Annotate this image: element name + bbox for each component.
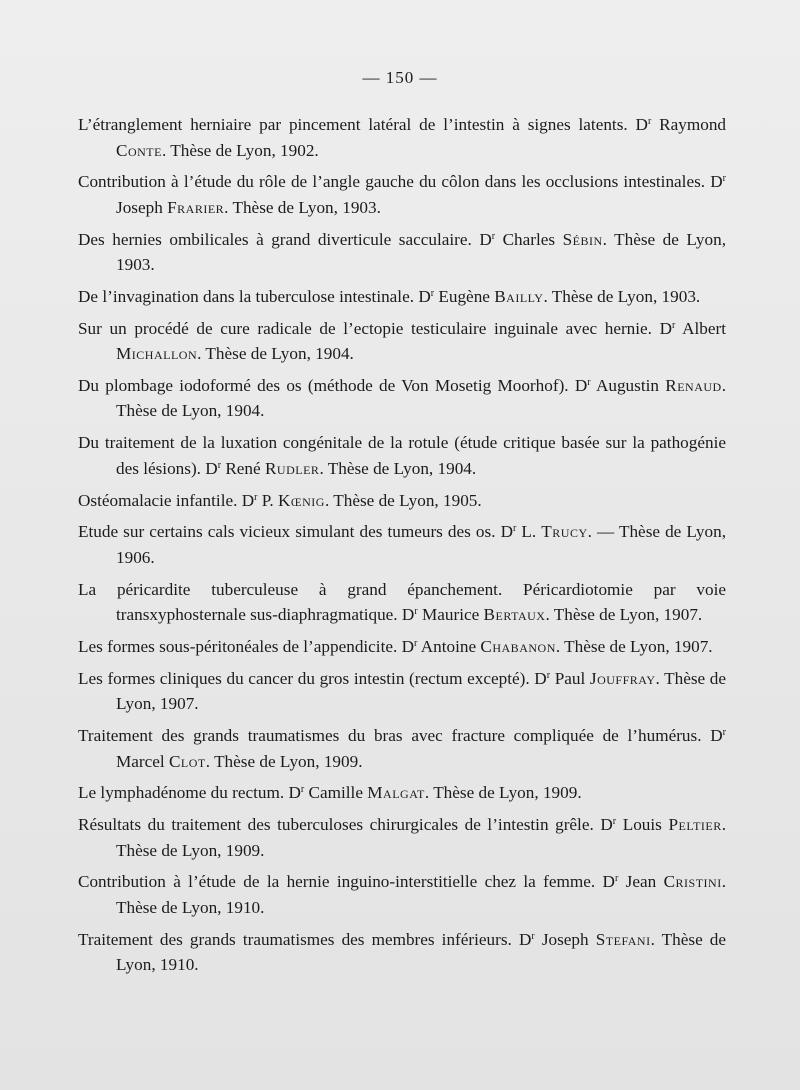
entry-title: Résultats du traitement des tuberculoses chirurgicales de l’intestin grêle. (78, 815, 594, 835)
author-surname: Clot (168, 751, 206, 771)
entry-title: Les formes sous-péritonéales de l’appendicite. (78, 636, 398, 656)
entry-source: Thèse de Lyon, 1905. (333, 490, 482, 510)
doctor-prefix: $D^r$ (241, 490, 258, 510)
page-number: — 150 — (362, 68, 438, 87)
entry-title: Du plombage iodoformé des os (méthode de Von Mosetig Moorhof). (78, 375, 569, 395)
entry-title: Traitement des grands traumatismes des membres inférieurs. (78, 929, 512, 949)
bibliography-entry: Le lymphadénome du rectum. $D^r$ Camille Malgat. Thèse de Lyon, 1909. (78, 783, 582, 803)
bibliography-entry: Contribution à l’étude de la hernie inguino-interstitielle chez la femme. $D^r$ Jean Cristini. Thèse de Lyon, 1910. (78, 872, 727, 917)
bibliography-entry: Du plombage iodoformé des os (méthode de Von Mosetig Moorhof). $D^r$ Augustin Renaud. Thèse de Lyon, 1904. (78, 375, 727, 421)
author-first-name: Augustin (595, 375, 659, 395)
entry-source: Thèse de Lyon, 1909. (214, 751, 363, 771)
author-surname: Malgat (367, 783, 425, 803)
bibliography-entry: De l’invagination dans la tuberculose intestinale. $D^r$ Eugène Bailly. Thèse de Lyon, 1903. (78, 286, 701, 306)
author-surname: Kœnig (278, 490, 325, 510)
entry-title: Etude sur certains cals vicieux simulant des tumeurs des os. (78, 522, 496, 542)
author-surname: Conte (116, 140, 162, 160)
doctor-prefix: $D^r$ (635, 115, 652, 134)
bibliography-entry: Les formes cliniques du cancer du gros intestin (rectum excepté). $D^r$ Paul Jouffray. Thèse de Lyon, 1907. (78, 668, 727, 714)
author-first-name: Maurice (421, 605, 480, 625)
author-first-name: Joseph (541, 929, 589, 949)
doctor-prefix: $D^r$ (518, 929, 535, 949)
author-surname: Chabanon (480, 636, 556, 656)
author-surname: Jouffray (589, 668, 656, 688)
entry-source: Thèse de Lyon, 1904. (116, 401, 265, 421)
entry-source: Thèse de Lyon, 1903. (551, 286, 701, 306)
entry-title: Des hernies ombilicales à grand diverticule sacculaire. (78, 229, 472, 249)
entry-title: Sur un procédé de cure radicale de l’ectopie testiculaire inguinale avec hernie. (78, 318, 652, 338)
bibliography-entry: Etude sur certains cals vicieux simulant des tumeurs des os. $D^r$ L. Trucy. — Thèse de Lyon, 1906. (78, 522, 727, 567)
doctor-prefix: $D^r$ (479, 229, 496, 249)
author-first-name: Louis (622, 815, 662, 835)
bibliography-entry: Traitement des grands traumatismes des membres inférieurs. $D^r$ Joseph Stefani. Thèse de Lyon, 1910. (78, 929, 727, 975)
author-first-name: Charles (502, 229, 556, 249)
author-surname: Cristini (663, 872, 722, 892)
entry-source: Thèse de Lyon, 1904. (327, 458, 477, 478)
bibliography-entry: Du traitement de la luxation congénitale de la rotule (étude critique basée sur la pathogénie des lésions). $D^r$ René Rudler. Thèse de Lyon, 1904. (78, 433, 726, 478)
bibliography-list (78, 112, 726, 984)
author-first-name: P. (261, 490, 274, 510)
author-surname: Michallon (116, 344, 198, 364)
entry-source: Thèse de Lyon, 1903. (116, 229, 727, 275)
author-first-name: Paul (554, 668, 586, 688)
bibliography-entry: Des hernies ombilicales à grand diverticule sacculaire. $D^r$ Charles Sébin. Thèse de Lyon, 1903. (78, 229, 727, 275)
entry-title: De l’invagination dans la tuberculose intestinale. (78, 286, 415, 306)
entry-title: Traitement des grands traumatismes du bras avec fracture compliquée de l’humérus. (78, 726, 702, 746)
entry-title: Du traitement de la luxation congénitale de la rotule (étude critique basée sur la pathogénie des lésions). (78, 433, 726, 478)
entry-source: Thèse de Lyon, 1909. (433, 783, 582, 803)
author-first-name: L. (521, 522, 537, 542)
entry-source: Thèse de Lyon, 1907. (564, 636, 713, 656)
entry-source: Thèse de Lyon, 1910. (116, 897, 265, 917)
entry-title: Contribution à l’étude de la hernie inguino-interstitielle chez la femme. (78, 872, 596, 892)
entry-source: Thèse de Lyon, 1907. (116, 668, 727, 714)
author-first-name: Raymond (659, 115, 727, 134)
doctor-prefix: $D^r$ (710, 172, 726, 192)
author-first-name: René (225, 458, 261, 478)
author-surname: Sébin (562, 229, 603, 249)
author-surname: Peltier (668, 815, 722, 835)
doctor-prefix: $D^r$ (602, 872, 619, 892)
author-first-name: Jean (625, 872, 657, 892)
author-first-name: Marcel (116, 751, 165, 771)
entry-title: L’étranglement herniaire par pincement latéral de l’intestin à signes latents. (78, 115, 628, 134)
author-surname: Rudler (264, 458, 320, 478)
author-first-name: Joseph (116, 197, 163, 217)
author-surname: Trucy (541, 522, 588, 542)
doctor-prefix: $D^r$ (574, 375, 591, 395)
entry-source: Thèse de Lyon, 1904. (205, 344, 354, 364)
doctor-prefix: $D^r$ (205, 458, 222, 478)
bibliography-entry: Les formes sous-péritonéales de l’appendicite. $D^r$ Antoine Chabanon. Thèse de Lyon, 1907. (78, 636, 713, 656)
bibliography-entry: Contribution à l’étude du rôle de l’angle gauche du côlon dans les occlusions intestinales. $D^r$ Joseph Frarier. Thèse de Lyon, 1903. (78, 172, 726, 217)
bibliography-entry: Traitement des grands traumatismes du bras avec fracture compliquée de l’humérus. $D^r$ Marcel Clot. Thèse de Lyon, 1909. (78, 726, 727, 771)
doctor-prefix: $D^r$ (710, 726, 727, 746)
author-first-name: Eugène (438, 286, 490, 306)
doctor-prefix: $D^r$ (500, 522, 517, 542)
entry-source: Thèse de Lyon, 1903. (232, 197, 381, 217)
entry-title: Contribution à l’étude du rôle de l’angle gauche du côlon dans les occlusions intestinales. (78, 172, 706, 192)
author-first-name: Antoine (420, 636, 477, 656)
entry-source: Thèse de Lyon, 1902. (170, 140, 319, 160)
entry-title: Ostéomalacie infantile. (78, 490, 238, 510)
author-first-name: Albert (682, 318, 726, 338)
entry-source: Thèse de Lyon, 1909. (116, 840, 265, 860)
entry-title: La péricardite tuberculeuse à grand épanchement. Péricardiotomie par voie transxyphosternale sus-diaphragmatique. (78, 579, 726, 625)
doctor-prefix: $D^r$ (401, 605, 418, 625)
author-surname: Bertaux (483, 605, 546, 625)
entry-title: Les formes cliniques du cancer du gros intestin (rectum excepté). (78, 668, 530, 688)
author-surname: Frarier (167, 197, 225, 217)
author-surname: Stefani (595, 929, 651, 949)
doctor-prefix: $D^r$ (534, 668, 551, 688)
doctor-prefix: $D^r$ (600, 815, 617, 835)
bibliography-entry: L’étranglement herniaire par pincement latéral de l’intestin à signes latents. $D^r$ Raymond Conte. Thèse de Lyon, 1902. (78, 115, 727, 160)
doctor-prefix: $D^r$ (659, 318, 676, 338)
bibliography-entry: La péricardite tuberculeuse à grand épanchement. Péricardiotomie par voie transxyphosternale sus-diaphragmatique. $D^r$ Maurice Bertaux. Thèse de Lyon, 1907. (78, 579, 726, 625)
entry-title: Le lymphadénome du rectum. (78, 783, 285, 803)
author-surname: Renaud (665, 375, 722, 395)
entry-source: Thèse de Lyon, 1907. (553, 605, 703, 625)
bibliography-entry: Sur un procédé de cure radicale de l’ectopie testiculaire inguinale avec hernie. $D^r$ Albert Michallon. Thèse de Lyon, 1904. (78, 318, 726, 364)
entry-source: Thèse de Lyon, 1910. (116, 929, 727, 975)
doctor-prefix: $D^r$ (288, 783, 305, 803)
author-first-name: Camille (308, 783, 363, 803)
entry-source: — Thèse de Lyon, 1906. (116, 522, 727, 567)
author-surname: Bailly (494, 286, 544, 306)
bibliography-entry: Résultats du traitement des tuberculoses chirurgicales de l’intestin grêle. $D^r$ Louis Peltier. Thèse de Lyon, 1909. (78, 815, 727, 860)
doctor-prefix: $D^r$ (418, 286, 435, 306)
doctor-prefix: $D^r$ (401, 636, 418, 656)
bibliography-entry: Ostéomalacie infantile. $D^r$ P. Kœnig. Thèse de Lyon, 1905. (78, 490, 482, 510)
